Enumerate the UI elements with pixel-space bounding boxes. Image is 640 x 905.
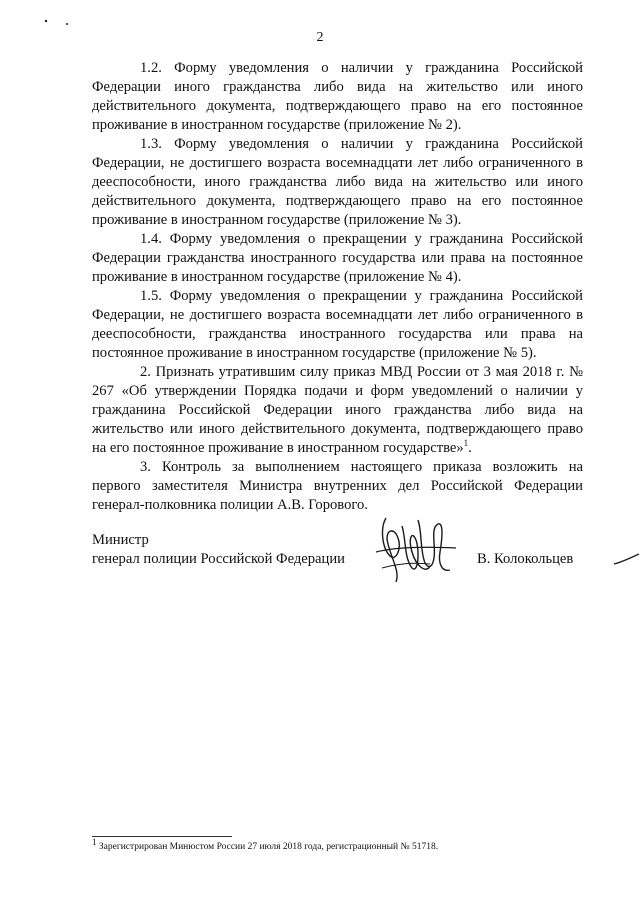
- handwritten-signature: [372, 508, 462, 588]
- footnote-divider: [92, 836, 232, 837]
- paragraph-2-text: 2. Признать утратившим силу приказ МВД России от 3 мая 2018 г. № 267 «Об утверждении Порядка подачи и форм уведомлений о наличии у гражданина Российской Федерации иного гражданства либо вида на жительство или иного действительного документа, подтверждающего право на его постоянное проживание в иностранном государстве»: [92, 364, 583, 456]
- edge-mark: [612, 552, 640, 566]
- paragraph-2: 2. Признать утратившим силу приказ МВД России от 3 мая 2018 г. № 267 «Об утверждении Порядка подачи и форм уведомлений о наличии у гражданина Российской Федерации иного гражданства либо вида на жительство или иного действительного документа, подтверждающего право на его постоянное проживание в иностранном государстве»$^1$.: [92, 364, 583, 456]
- signer-title-line2: генерал полиции Российской Федерации: [92, 551, 345, 567]
- footnote-marker: 1: [92, 836, 97, 847]
- paragraph-1-3: 1.3. Форму уведомления о наличии у гражданина Российской Федерации, не достигшего возраста восемнадцати лет либо ограниченного в дееспособности, иного гражданства либо вида на жительство или иного действительного документа, подтверждающего право на его постоянное проживание в иностранном государстве (приложение № 3).: [92, 136, 583, 228]
- paragraph-3: 3. Контроль за выполнением настоящего приказа возложить на первого заместителя Министра внутренних дел Российской Федерации генерал-полковника полиции А.В. Горового.: [92, 459, 583, 513]
- footnote-reference: 1: [463, 438, 469, 449]
- page-number: 2: [316, 30, 324, 45]
- scan-marks: [44, 18, 84, 28]
- footnote: [92, 836, 439, 853]
- paragraph-1-2: 1.2. Форму уведомления о наличии у гражданина Российской Федерации иного гражданства либо вида на жительство или иного действительного документа, подтверждающего право на его постоянное проживание в иностранном государстве (приложение № 2).: [92, 60, 583, 133]
- paragraph-1-5: 1.5. Форму уведомления о прекращении у гражданина Российской Федерации, не достигшего возраста восемнадцати лет либо ограниченного в дееспособности, гражданства иностранного государства или права на постоянное проживание в иностранном государстве (приложение № 5).: [92, 288, 583, 361]
- signer-name: В. Колокольцев: [477, 551, 574, 567]
- document-body: [92, 59, 583, 515]
- paragraph-1-4: 1.4. Форму уведомления о прекращении у гражданина Российской Федерации гражданства иностранного государства или права на постоянное проживание в иностранном государстве (приложение № 4).: [92, 231, 583, 285]
- signer-title-line1: Министр: [92, 532, 149, 548]
- footnote-text: Зарегистрирован Минюстом России 27 июля 2018 года, регистрационный № 51718.: [98, 842, 439, 852]
- signature-block: [92, 531, 592, 569]
